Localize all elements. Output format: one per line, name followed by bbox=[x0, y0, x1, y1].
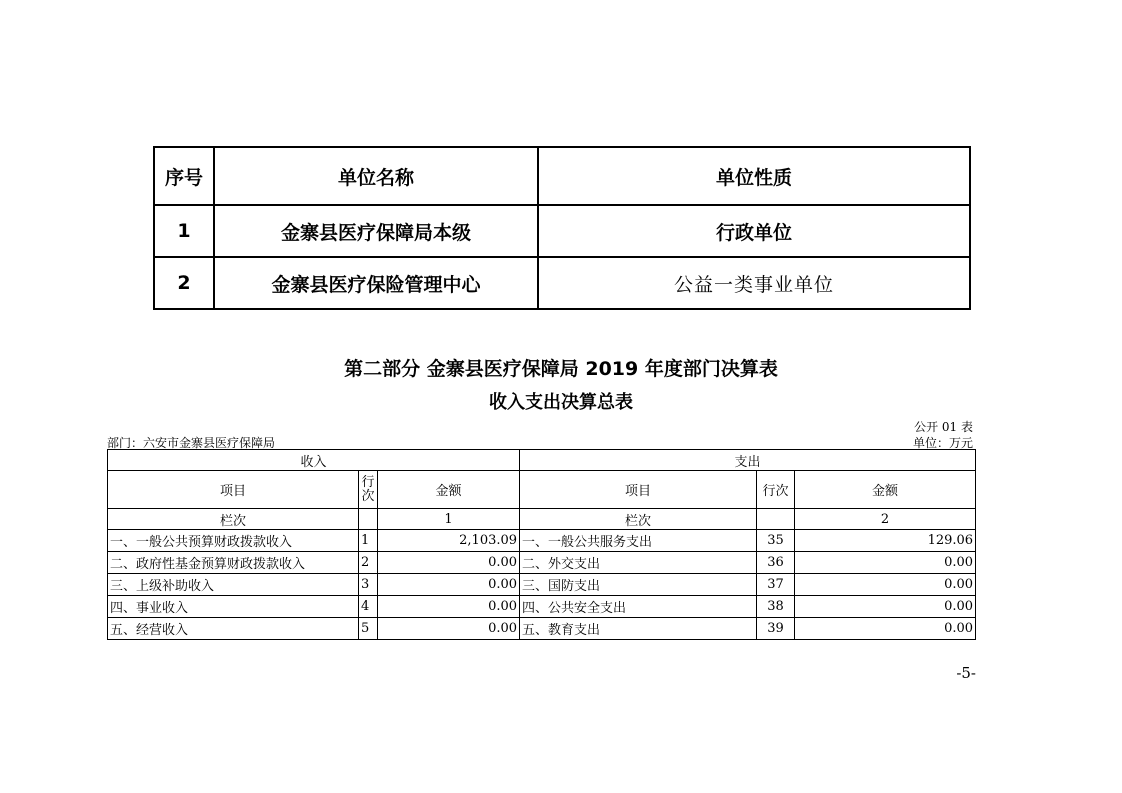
page-number: -5- bbox=[956, 664, 976, 682]
units-table bbox=[153, 146, 971, 310]
expense-amount: 0.00 bbox=[795, 552, 976, 574]
column-number-row bbox=[108, 509, 976, 530]
table-row bbox=[108, 618, 976, 640]
income-item: 四、事业收入 bbox=[108, 596, 359, 618]
unit-seq: 2 bbox=[154, 257, 214, 309]
expense-amount: 0.00 bbox=[795, 618, 976, 640]
income-amount: 2,103.09 bbox=[378, 530, 520, 552]
income-item-header: 项目 bbox=[108, 471, 359, 509]
table-row bbox=[108, 552, 976, 574]
form-code: 公开 01 表 bbox=[914, 420, 973, 434]
income-item: 二、政府性基金预算财政拨款收入 bbox=[108, 552, 359, 574]
income-line-header: 行次 bbox=[359, 471, 378, 509]
expense-item: 一、一般公共服务支出 bbox=[520, 530, 757, 552]
unit-name-header: 单位名称 bbox=[214, 147, 538, 205]
expense-line: 36 bbox=[757, 552, 795, 574]
table-row bbox=[108, 574, 976, 596]
income-amount: 0.00 bbox=[378, 596, 520, 618]
table-row bbox=[108, 596, 976, 618]
income-amount: 0.00 bbox=[378, 574, 520, 596]
unit-seq: 1 bbox=[154, 205, 214, 257]
table-title: 收入支出决算总表 bbox=[489, 392, 633, 413]
part-title: 第二部分 金寨县医疗保障局 2019 年度部门决算表 bbox=[344, 358, 778, 380]
expense-line-header: 行次 bbox=[757, 471, 795, 509]
expense-line: 35 bbox=[757, 530, 795, 552]
income-amount-header: 金额 bbox=[378, 471, 520, 509]
expense-amount-header: 金额 bbox=[795, 471, 976, 509]
units-row bbox=[154, 257, 970, 309]
unit-label: 单位：万元 bbox=[912, 436, 973, 450]
expense-line: 38 bbox=[757, 596, 795, 618]
expense-col-no: 2 bbox=[795, 509, 976, 530]
expense-col-no-blank bbox=[757, 509, 795, 530]
income-line: 5 bbox=[359, 618, 378, 640]
expense-item: 五、教育支出 bbox=[520, 618, 757, 640]
income-line: 1 bbox=[359, 530, 378, 552]
table-row bbox=[108, 530, 976, 552]
expense-amount: 129.06 bbox=[795, 530, 976, 552]
unit-nature: 行政单位 bbox=[538, 205, 970, 257]
income-item: 一、一般公共预算财政拨款收入 bbox=[108, 530, 359, 552]
expense-header: 支出 bbox=[520, 450, 976, 471]
budget-table bbox=[107, 449, 976, 640]
income-col-no-blank bbox=[359, 509, 378, 530]
column-header-row bbox=[108, 471, 976, 509]
expense-col-no-label: 栏次 bbox=[520, 509, 757, 530]
unit-nature-header: 单位性质 bbox=[538, 147, 970, 205]
expense-item-header: 项目 bbox=[520, 471, 757, 509]
section-header-row bbox=[108, 450, 976, 471]
income-item: 五、经营收入 bbox=[108, 618, 359, 640]
expense-amount: 0.00 bbox=[795, 596, 976, 618]
income-item: 三、上级补助收入 bbox=[108, 574, 359, 596]
income-line: 4 bbox=[359, 596, 378, 618]
expense-item: 三、国防支出 bbox=[520, 574, 757, 596]
income-line: 3 bbox=[359, 574, 378, 596]
unit-name: 金寨县医疗保障局本级 bbox=[214, 205, 538, 257]
seq-header: 序号 bbox=[154, 147, 214, 205]
income-amount: 0.00 bbox=[378, 618, 520, 640]
income-line: 2 bbox=[359, 552, 378, 574]
income-header: 收入 bbox=[108, 450, 520, 471]
income-amount: 0.00 bbox=[378, 552, 520, 574]
income-col-no: 1 bbox=[378, 509, 520, 530]
expense-item: 四、公共安全支出 bbox=[520, 596, 757, 618]
unit-name: 金寨县医疗保险管理中心 bbox=[214, 257, 538, 309]
units-row bbox=[154, 205, 970, 257]
department-label: 部门：六安市金寨县医疗保障局 bbox=[107, 436, 276, 450]
expense-amount: 0.00 bbox=[795, 574, 976, 596]
units-header-row bbox=[154, 147, 970, 205]
expense-item: 二、外交支出 bbox=[520, 552, 757, 574]
expense-line: 37 bbox=[757, 574, 795, 596]
expense-line: 39 bbox=[757, 618, 795, 640]
unit-nature: 公益一类事业单位 bbox=[538, 257, 970, 309]
income-col-no-label: 栏次 bbox=[108, 509, 359, 530]
